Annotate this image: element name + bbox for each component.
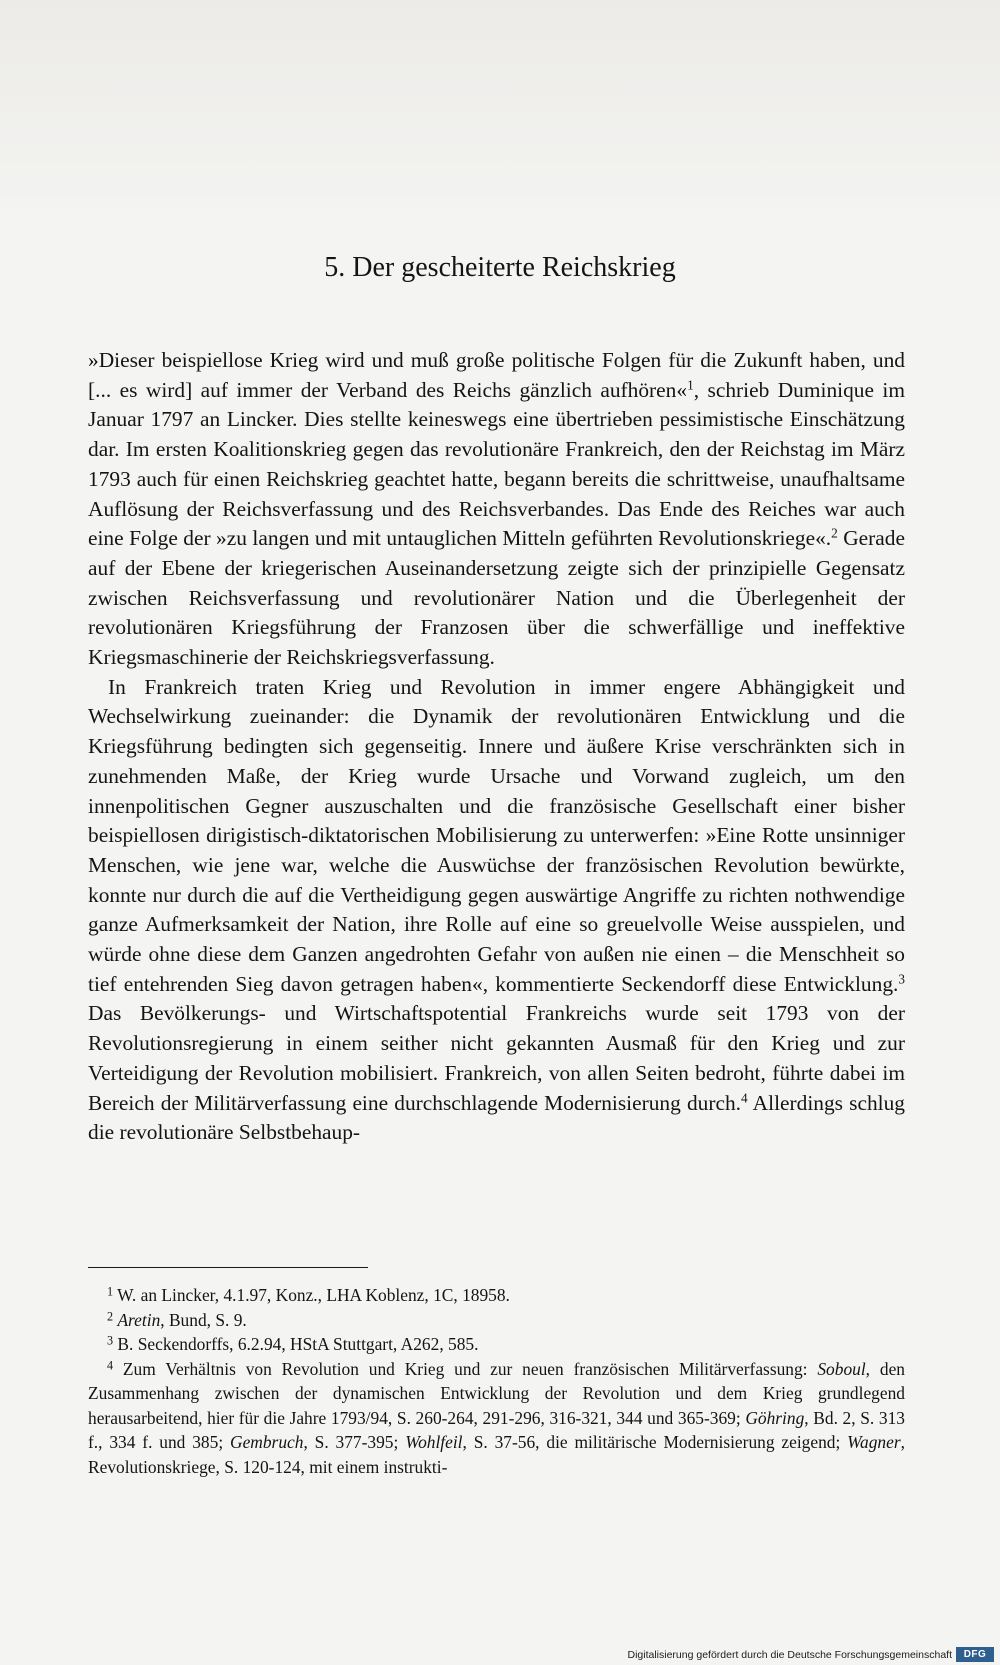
footnote-divider — [88, 1267, 368, 1268]
body-paragraph-1 — [88, 346, 905, 673]
footnote-text: , Bd. 2, S. 313 f., 334 f. und 385; — [88, 1407, 905, 1452]
footnote-reference: 2 — [831, 525, 838, 541]
footnote-number: 2 — [107, 1309, 114, 1324]
footnote-text: W. an Lincker, 4.1.97, Konz., LHA Koblenz, 1C, 18958. — [113, 1285, 510, 1305]
footnotes — [88, 1283, 905, 1479]
body-text — [88, 346, 905, 1148]
footnote-reference: 3 — [898, 971, 905, 987]
dfg-logo: DFG — [956, 1647, 994, 1662]
footnote-author: Soboul — [817, 1358, 866, 1379]
paragraph-text: , schrieb Duminique im Januar 1797 an Lincker. Dies stellte keineswegs eine übertrieben pessimistische Einschätzung dar. Im ersten Koalitionskrieg gegen das revolutionäre Frankreich, den der Reichstag im März 1793 auch für einen Reichskrieg geachtet hatte, begann bereits die schrittweise, unaufhaltsame Auflösung der Reichsverfassung und des Reichsverbandes. Das Ende des Reiches war auch eine Folge der »zu langen und mit untauglichen Mitteln geführten Revolutionskriege«. — [88, 377, 905, 551]
footnote-text: B. Seckendorffs, 6.2.94, HStA Stuttgart, A262, 585. — [113, 1334, 479, 1354]
footnote-number: 1 — [107, 1284, 114, 1299]
footnote-number: 3 — [107, 1333, 114, 1348]
footnote-reference: 1 — [687, 377, 694, 393]
paragraph-text: In Frankreich traten Krieg und Revolution in immer engere Abhängigkeit und Wechselwirkung zueinander: die Dynamik der revolutionären Entwicklung und die Kriegsführung bedingten sich gegenseitig. Innere und äußere Krise verschränkten sich in zunehmenden Maße, der Krieg wurde Ursache und Vorwand zugleich, um den innenpolitischen Gegner auszuschalten und die französische Gesellschaft einer bisher beispiellosen dirigistisch-diktatorischen Mobilisierung zu unterwerfen: »Eine Rotte unsinniger Menschen, wie jene war, welche die Auswüchse der französischen Revolution bewürkte, konnte nur durch die auf die Vertheidigung gegen auswärtige Angriffe zu richten nothwendige ganze Aufmerksamkeit der Nation, ihre Rolle auf eine so greuelvolle Weise ausspielen, und würde ohne diese dem Ganzen angedrohten Gefahr von außen nie einen – die Menschheit so tief entehrenden Sieg davon getragen haben«, kommentierte Seckendorff diese Entwicklung. — [88, 674, 905, 996]
footnote-text: , den Zusammenhang zwischen der dynamischen Entwicklung der Revolution und dem Krieg grundlegend herausarbeitend, hier für die Jahre 1793/94, S. 260-264, 291-296, 316-321, 344 und 365-369; — [88, 1358, 905, 1428]
paragraph-text: Gerade auf der Ebene der kriegerischen Auseinandersetzung zeigte sich der prinzipielle Gegensatz zwischen Reichsverfassung und revolutionärer Nation und die Überlegenheit der revolutionären Kriegsführung der Franzosen über die schwerfällige und ineffektive Kriegsmaschinerie der Reichskriegsverfassung. — [88, 526, 905, 670]
paragraph-text: Allerdings schlug die revolutionäre Selbstbehaup- — [88, 1090, 906, 1145]
footnote-text: , Bund, S. 9. — [160, 1309, 247, 1330]
footnote-3 — [88, 1332, 905, 1357]
funding-credit: Digitalisierung gefördert durch die Deutsche Forschungsgemeinschaft — [627, 1649, 952, 1661]
footnote-reference: 4 — [741, 1090, 748, 1106]
paragraph-text: Das Bevölkerungs- und Wirtschaftspotential Frankreichs wurde seit 1793 von der Revolutionsregierung in einem seither nicht gekannten Ausmaß für den Krieg und zur Verteidigung der Revolution mobilisiert. Frankreich, von allen Seiten bedroht, führte dabei im Bereich der Militärverfassung eine durchschlagende Modernisierung durch. — [88, 1001, 905, 1115]
footnote-1 — [88, 1283, 905, 1308]
footnote-author: Wagner — [847, 1432, 901, 1452]
footnote-4 — [88, 1357, 905, 1480]
footnote-author: Gembruch — [230, 1432, 304, 1452]
footnote-text: , Revolutionskriege, S. 120-124, mit einem instrukti- — [88, 1432, 905, 1477]
footnote-2 — [88, 1308, 905, 1333]
chapter-title: 5. Der gescheiterte Reichskrieg — [324, 252, 676, 283]
footnote-number: 4 — [107, 1358, 114, 1373]
footnote-author: Göhring — [745, 1407, 805, 1428]
paragraph-text: »Dieser beispiellose Krieg wird und muß große politische Folgen für die Zukunft haben, und [... es wird] auf immer der Verband des Reichs gänzlich aufhören« — [88, 348, 905, 402]
footnote-text: , S. 377-395; — [303, 1432, 406, 1452]
footnote-author: Wohlfeil — [405, 1432, 463, 1452]
footnote-text: Zum Verhältnis von Revolution und Krieg und zur neuen französischen Militärverfassung: — [113, 1358, 818, 1379]
body-paragraph-2 — [88, 673, 905, 1148]
footnote-text: , S. 37-56, die militärische Modernisierung zeigend; — [462, 1432, 848, 1452]
footnote-author: Aretin — [117, 1309, 161, 1330]
page-top-margin — [0, 0, 1000, 230]
